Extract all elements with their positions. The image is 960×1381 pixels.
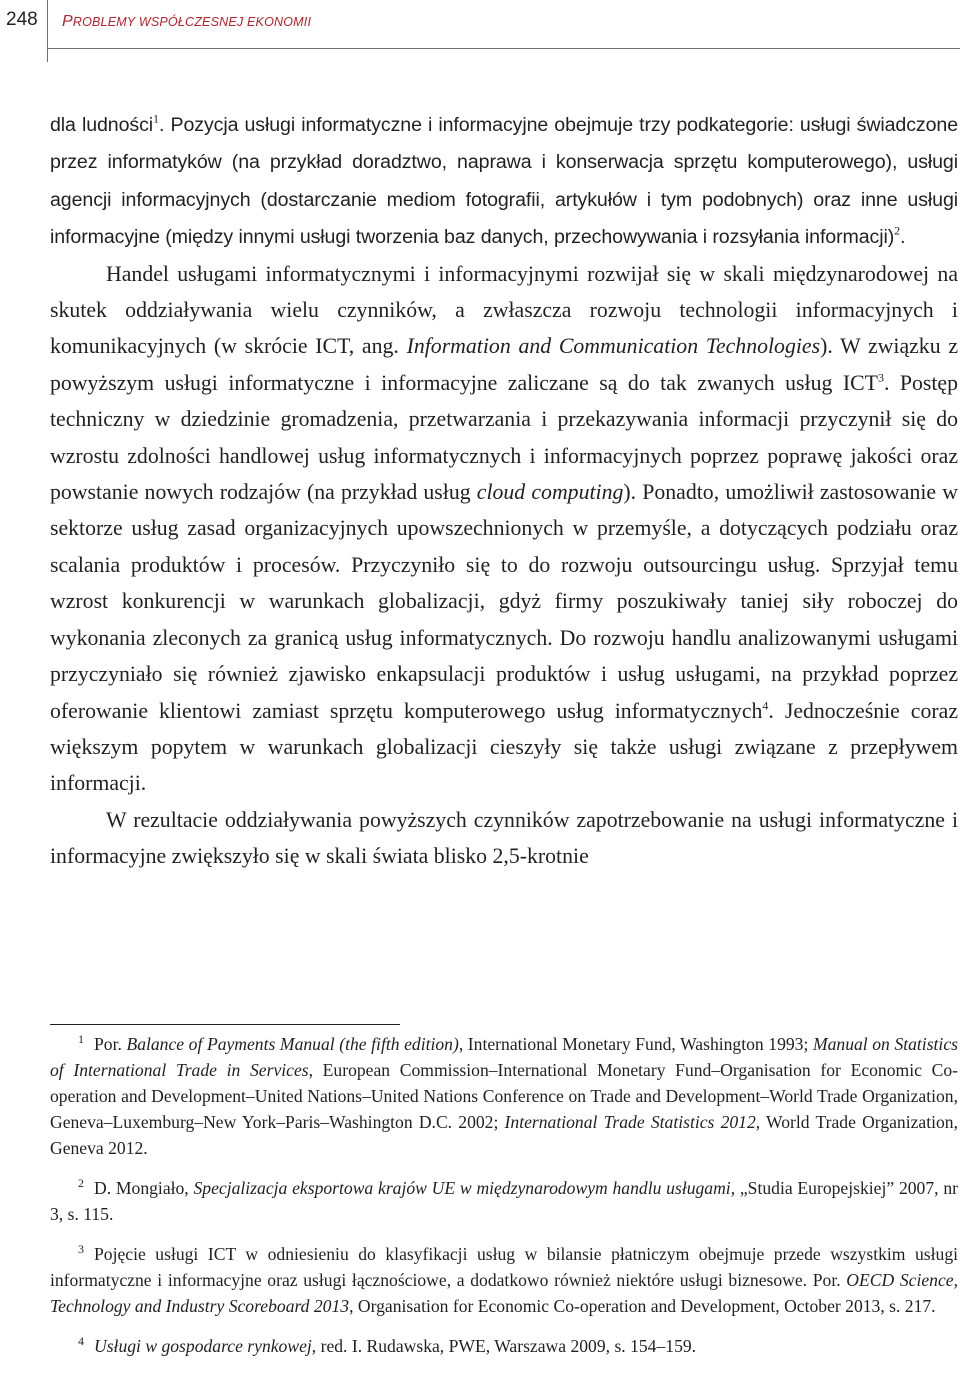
footnote-3-text-a: Pojęcie usługi ICT w odniesieniu do klasyfikacji usług w bilansie płatniczym obejmuje przede wszystkim usługi informatyczne i informacyjne oraz usługi łącznościowe, a dodatkowo również niektóre usługi biznesowe. Por. [50,1244,958,1290]
running-head-rest: ROBLEMY WSPÓŁCZESNEJ EKONOMII [72,15,312,29]
paragraph-2-text-b: ). W związku z powyższym usługi informatyczne i informacyjne zaliczane są do tak zwanych usług ICT [50,334,959,395]
footnote-1-text-b: , International Monetary Fund, Washington 1993; [458,1034,813,1054]
paragraph-2-text-a: Handel usługami informatycznymi i informacyjnymi rozwijał się w skali międzynarodowej na skutek oddziaływania wielu czynników, a zwłaszcza rozwoju technologii informacyjnych i komunikacyjnych (w skrócie ICT, ang. [50,261,958,359]
page-header [0,0,960,62]
paragraph-1-text-b: . Pozycja usługi informatyczne i informacyjne obejmuje trzy podkategorie: usługi świadczone przez informatyków (na przykład doradztwo, naprawa i konserwacja sprzętu komputerowego), usługi agencji informacyjnych (dostarczanie mediom fotografii, artykułów i tym podobnych) oraz inne usługi informacyjne (między innymi usługi tworzenia baz danych, przechowywania i rozsyłania informacji) [50,114,958,249]
footnote-1 [50,1031,958,1161]
footnote-1-italic-a: Balance of Payments Manual (the fifth edition) [126,1034,459,1054]
footnote-1-italic-c: International Trade Statistics 2012 [504,1112,756,1132]
footnote-4-text: , red. I. Rudawska, PWE, Warszawa 2009, s. 154–159. [311,1336,697,1356]
paragraph-2-text-c: . Postęp techniczny w dziedzinie gromadzenia, przetwarzania i przekazywania informacji przyczynił się do wzrostu zdolności handlowej usług informatycznych i informacyjnych poprzez poprawę jakości oraz powstanie nowych rodzajów (na przykład usług [50,370,959,505]
footnote-1-text-c: , European Commission–International Monetary Fund–Organisation for Economic Co-operation and Development–United Nations–United Nations Conference on Trade and Development–World Trade Organization, Geneva–Luxemburg–New York–Paris–Washington D.C. 2002; [50,1060,958,1132]
paragraph-1 [50,106,958,256]
footnote-number: 2 [78,1176,84,1191]
running-head [62,13,311,31]
paragraph-2-text-e: . Jednocześnie coraz większym popytem w warunkach globalizacji cieszyły się także usługi związane z przepływem informacji. [50,698,958,796]
footnote-2-text-b: , „Studia Europejskiej” 2007, nr 3, s. 115. [50,1178,958,1224]
footnote-3-italic: OECD Science, Technology and Industry Scoreboard 2013 [50,1270,958,1316]
footnote-2-italic: Specjalizacja eksportowa krajów UE w międzynarodowym handlu usługami [193,1178,731,1198]
footnote-3 [50,1241,958,1319]
footnote-ref-3: 3 [877,370,884,385]
header-rule [48,48,960,49]
footnote-4-italic: Usługi w gospodarce rynkowej [94,1336,312,1356]
paragraph-2-italic-b: cloud computing [476,480,624,505]
paragraph-1-text-c: . [900,226,906,249]
paragraph-2-italic-a: Information and Communication Technologies [406,334,821,359]
page-number: 248 [0,0,48,62]
running-head-initial: P [62,13,73,30]
footnote-number: 4 [78,1334,84,1349]
paragraph-1-text-a: dla ludności [50,114,154,136]
footnote-2-text-a: D. Mongiało, [94,1178,194,1198]
footnote-1-text-d: , World Trade Organization, Geneva 2012. [50,1112,958,1158]
body-text [50,106,958,875]
footnote-4 [50,1333,958,1359]
paragraph-2-text-d: ). Ponadto, umożliwił zastosowanie w sektorze usług zasad organizacyjnych upowszechnionych w przemyśle, a dotyczących podziału oraz scalania produktów i procesów. Przyczyniło się to do rozwoju outsourcingu usług. Sprzyjał temu wzrost konkurencji w warunkach globalizacji, gdyż firmy poszukiwały taniej siły roboczej do wykonania zleconych za granicą usług informatycznych. Do rozwoju handlu analizowanymi usługami przyczyniało się również zjawisko enkapsulacji produktów i usług usługami, na przykład poprzez oferowanie klientowi zamiast sprzętu komputerowego usług informatycznych [50,480,958,723]
footnote-number: 1 [78,1032,84,1047]
paragraph-3 [50,802,958,875]
footnote-rule [50,1024,400,1025]
paragraph-2 [50,256,958,802]
footnote-ref-4: 4 [762,698,769,713]
footnote-ref-1: 1 [153,111,160,126]
footnote-2 [50,1175,958,1227]
footnote-3-text-b: , Organisation for Economic Co-operation and Development, October 2013, s. 217. [349,1296,936,1316]
footnote-1-italic-b: Manual on Statistics of International Trade in Services [50,1034,958,1080]
footnote-1-text-a: Por. [94,1034,127,1054]
footnotes [50,1031,958,1373]
footnote-ref-2: 2 [894,223,901,238]
paragraph-3-text: W rezultacie oddziaływania powyższych czynników zapotrzebowanie na usługi informatyczne i informacyjne zwiększyło się w skali świata blisko 2,5-krotnie [50,807,958,869]
footnote-number: 3 [78,1242,84,1257]
